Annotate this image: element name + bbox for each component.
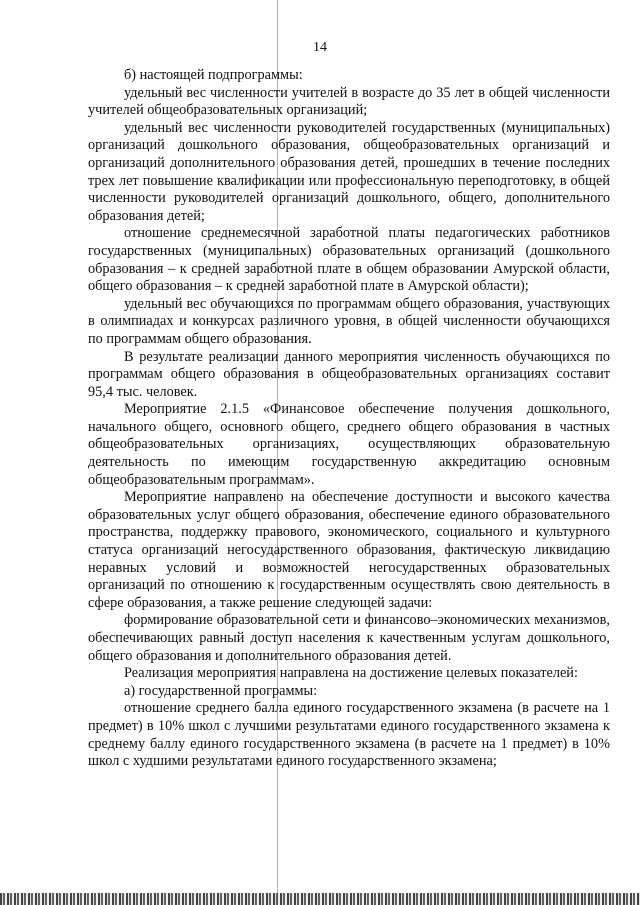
paragraph: формирование образовательной сети и финансово–экономических механизмов, обеспечивающих равный доступ населения к качественным услугам дошкольного, общего образования и дополнительного образования детей. [88, 612, 610, 664]
paragraph: Мероприятие 2.1.5 «Финансовое обеспечение получения дошкольного, начального общего, основного общего, среднего общего образования в частных общеобразовательных организациях, осуществляющих образовательную деятельность по имеющим государственную аккредитацию основным общеобразовательным программам». [88, 401, 610, 488]
page-number: 14 [313, 40, 327, 55]
paragraph: удельный вес обучающихся по программам общего образования, участвующих в олимпиадах и конкурсах различного уровня, в общей численности обучающихся по программам общего образования. [88, 295, 610, 347]
paragraph: Реализация мероприятия направлена на достижение целевых показателей: [124, 665, 578, 682]
paragraph: отношение среднемесячной заработной платы педагогических работников государственных (муниципальных) образовательных организаций (дошкольного образования – к средней заработной плате в общем образовании Амурской области, общего образования – к средней заработной плате в Амурской области); [88, 225, 610, 295]
paragraph: б) настоящей подпрограммы: [124, 67, 303, 83]
document-body [88, 67, 610, 771]
paragraph: удельный вес численности учителей в возрасте до 35 лет в общей численности учителей общеобразовательных организаций; [88, 84, 610, 119]
paragraph: Мероприятие направлено на обеспечение доступности и высокого качества образовательных услуг общего образования, обеспечение единого образовательного пространства, поддержку правового, экономического, социального и культурного статуса организаций негосударственного образования, фактическую ликвидацию неравных условий и возможностей негосударственных образовательных организаций по отношению к государственным осуществлять свою деятельность в сфере образования, а также решение следующей задачи: [88, 489, 610, 611]
paragraph: В результате реализации данного мероприятия численность обучающихся по программам общего образования в общеобразовательных организациях составит 95,4 тыс. человек. [88, 348, 610, 400]
paragraph: удельный вес численности руководителей государственных (муниципальных) организаций дошкольного образования, общеобразовательных организаций и организаций дополнительного образования детей, прошедших в течение последних трех лет повышение квалификации или профессиональную переподготовку, в общей численности руководителей организаций дошкольного, общего, дополнительного образования детей; [88, 119, 610, 224]
paragraph: а) государственной программы: [124, 682, 318, 699]
scan-edge-band [0, 893, 640, 905]
paragraph: отношение среднего балла единого государственного экзамена (в расчете на 1 предмет) в 10% школ с лучшими результатами единого государственного экзамена к среднему баллу единого государственного экзамена (в расчете на 1 предмет) в 10% школ с худшими результатами единого государственного экзамена; [88, 700, 610, 770]
